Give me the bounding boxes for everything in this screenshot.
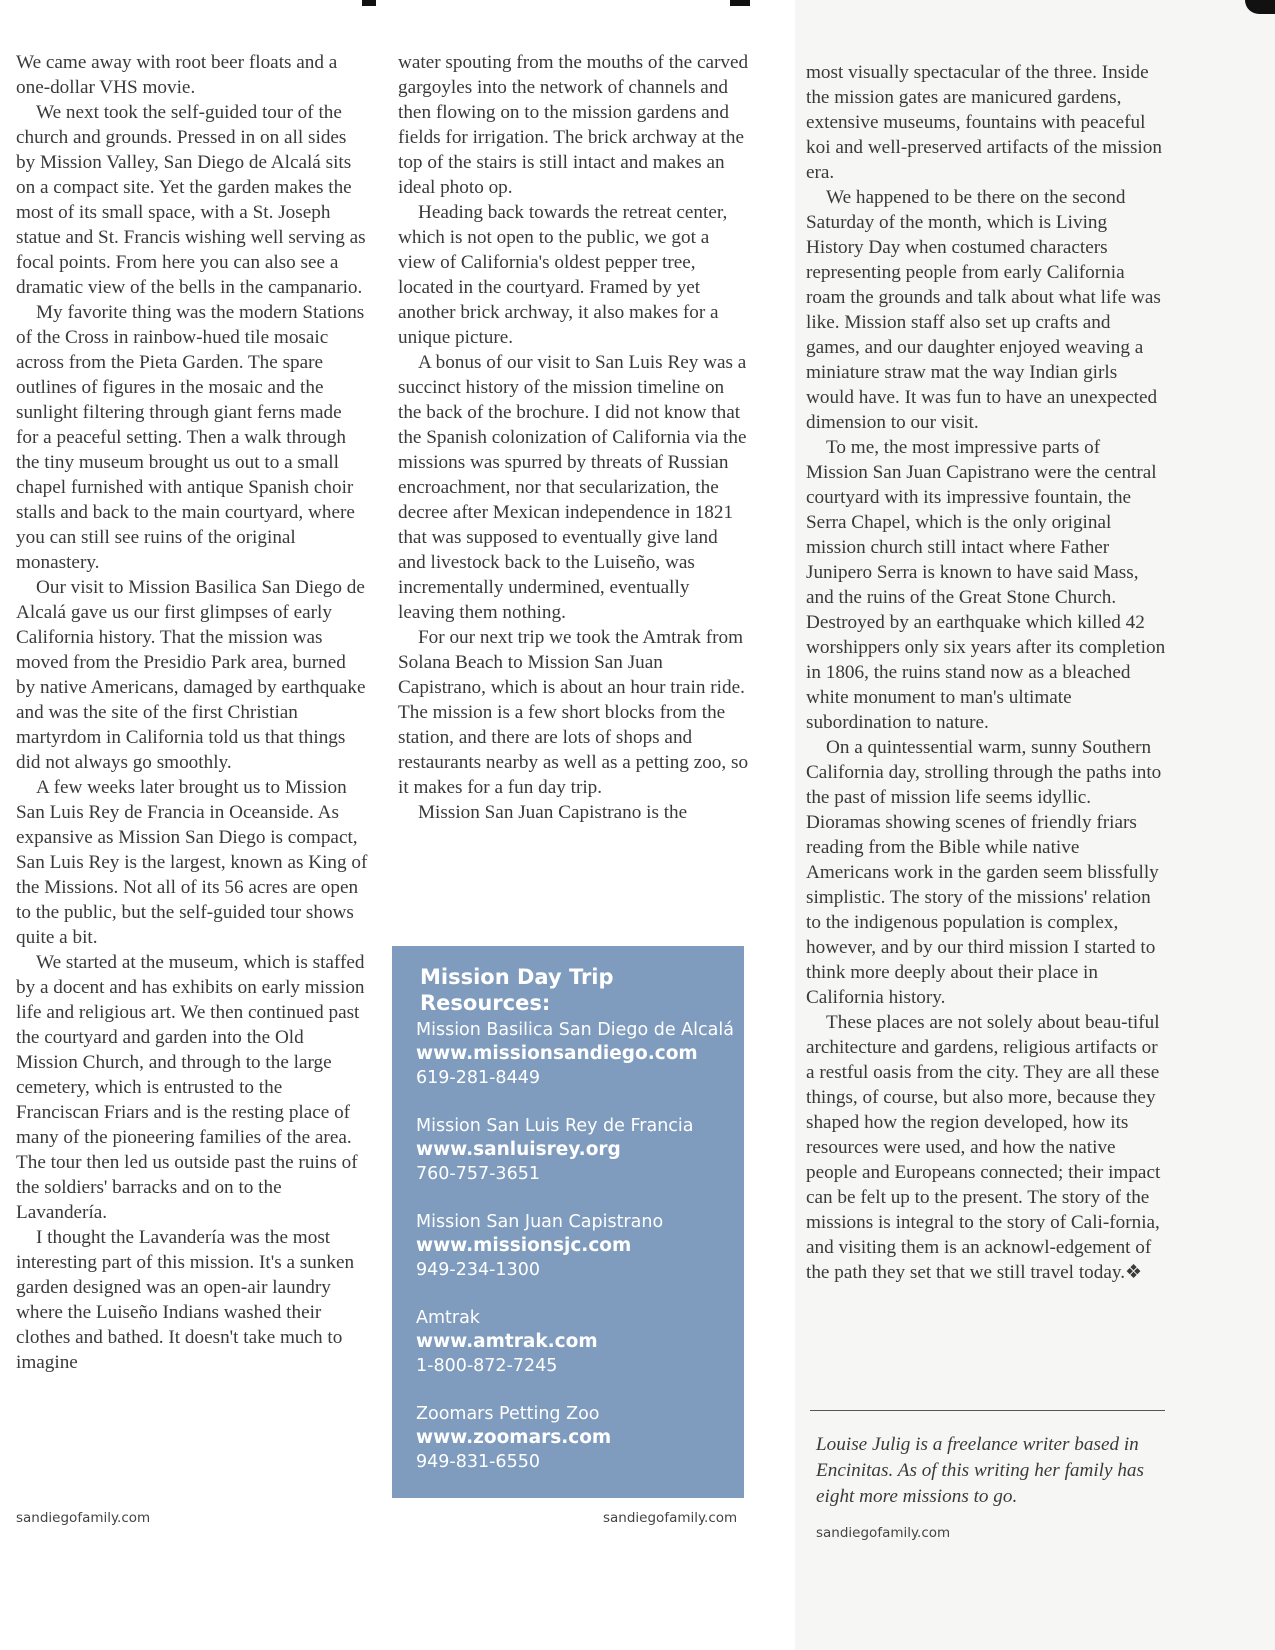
resource-phone: 949-831-6550	[416, 1452, 540, 1472]
paragraph: Heading back towards the retreat center, which is not open to the public, we got a view of California's oldest pepper tree, located in the courtyard. Framed by yet another brick archway, it also makes for a unique picture.	[398, 202, 728, 348]
paragraph: A few weeks later brought us to Mission San Luis Rey de Francia in Oceanside. As expansive as Mission San Diego is compact, San Luis Rey is the largest, known as King of the Missions. Not all of its 56 acres are open to the public, but the self-guided tour shows quite a bit.	[16, 777, 368, 948]
resource-phone: 1-800-872-7245	[416, 1356, 558, 1376]
resource-name: Mission San Luis Rey de Francia	[416, 1116, 694, 1136]
author-bio: Louise Julig is a freelance writer based in Encinitas. As of this writing her family has eight more missions to go.	[816, 1434, 1144, 1507]
paragraph: We next took the self-guided tour of the church and grounds. Pressed in on all sides by Mission Valley, San Diego de Alcalá sits on a compact site. Yet the garden makes the most of its small space, with a St. Joseph statue and St. Francis wishing well serving as focal points. From here you can also see a dramatic view of the bells in the campanario.	[16, 102, 366, 298]
crop-mark-left	[362, 0, 376, 6]
resource-phone: 760-757-3651	[416, 1164, 540, 1184]
paragraph: My favorite thing was the modern Stations of the Cross in rainbow-hued tile mosaic across from the Pieta Garden. The spare outlines of figures in the mosaic and the sunlight filtering through giant ferns made for a peaceful setting. Then a walk through the tiny museum brought us out to a small chapel furnished with antique Spanish choir stalls and back to the main courtyard, where you can still see ruins of the original monastery.	[16, 302, 365, 573]
paragraph: A bonus of our visit to San Luis Rey was a succinct history of the mission timeline on the back of the brochure. I did not know that the Spanish colonization of California via the missions was spurred by threats of Russian encroachment, nor that secularization, the decree after Mexican independence in 1821 that was supposed to eventually give land and livestock back to the Luiseño, was incrementally undermined, eventually leaving them nothing.	[398, 352, 747, 623]
resource-name: Amtrak	[416, 1308, 480, 1328]
paragraph: most visually spectacular of the three. Inside the mission gates are manicured gardens, extensive museums, fountains with peaceful koi and well-preserved artifacts of the mission era.	[806, 62, 1162, 183]
paragraph: I thought the Lavandería was the most interesting part of this mission. It's a sunken garden designed was an open-air laundry where the Luiseño Indians washed their clothes and bathed. It doesn't take much to imagine	[16, 1227, 355, 1373]
resource-url[interactable]: www.amtrak.com	[416, 1331, 598, 1352]
resource-entry	[392, 1114, 744, 1186]
resource-url[interactable]: www.zoomars.com	[416, 1427, 612, 1448]
resource-phone: 619-281-8449	[416, 1068, 540, 1088]
footer-url-center: sandiegofamily.com	[603, 1510, 738, 1526]
resource-entry	[392, 1018, 744, 1090]
paragraph: We happened to be there on the second Saturday of the month, which is Living History Day when costumed characters representing people from early California roam the grounds and talk about what life was like. Mission staff also set up crafts and games, and our daughter enjoyed weaving a miniature straw mat the way Indian girls would have. It was fun to have an unexpected dimension to our visit.	[806, 187, 1161, 433]
paragraph: Mission San Juan Capistrano is the	[418, 802, 688, 823]
paragraph: For our next trip we took the Amtrak from Solana Beach to Mission San Juan Capistrano, which is about an hour train ride. The mission is a few short blocks from the station, and there are lots of shops and restaurants nearby as well as a petting zoo, so it makes for a fun day trip.	[398, 627, 749, 798]
resource-name: Zoomars Petting Zoo	[416, 1404, 600, 1424]
footer-url-left: sandiegofamily.com	[16, 1510, 151, 1526]
bio-divider	[810, 1410, 1165, 1411]
sidebar-title: Mission Day Trip Resources:	[420, 965, 614, 1015]
paragraph: water spouting from the mouths of the carved gargoyles into the network of channels and then flowing on to the mission gardens and fields for irrigation. The brick archway at the top of the stairs is still intact and makes an ideal photo op.	[398, 52, 749, 198]
paragraph: We started at the museum, which is staffed by a docent and has exhibits on early mission life and religious art. We then continued past the courtyard and garden into the Old Mission Church, and through to the large cemetery, which is entrusted to the Franciscan Friars and is the resting place of many of the pioneering families of the area. The tour then led us outside past the ruins of the soldiers' barracks and on to the Lavandería.	[16, 952, 365, 1223]
paragraph: Our visit to Mission Basilica San Diego de Alcalá gave us our first glimpses of early California history. That the mission was moved from the Presidio Park area, burned by native Americans, damaged by earthquake and was the site of the first Christian martyrdom in California told us that things did not always go smoothly.	[16, 577, 366, 773]
resource-entry	[392, 1210, 744, 1282]
resource-name: Mission San Juan Capistrano	[416, 1212, 664, 1232]
paragraph: These places are not solely about beau-tiful architecture and gardens, religious artifacts or a restful oasis from the city. They are all these things, of course, but also more, because they shaped how the region developed, how its resources were used, and how the native people and Europeans connected; their impact can be felt up to the present. The story of the missions is integral to the story of Cali-fornia, and visiting them is an acknowl-edgement of the path they set that we still travel today.❖	[806, 1012, 1161, 1283]
resource-entry	[392, 1402, 744, 1474]
resource-phone: 949-234-1300	[416, 1260, 540, 1280]
crop-mark-right	[730, 0, 750, 6]
paragraph: On a quintessential warm, sunny Southern California day, strolling through the paths into the past of mission life seems idyllic. Dioramas showing scenes of friendly friars reading from the Bible while native Americans work in the garden seem blissfully simplistic. The story of the missions' relation to the indigenous population is complex, however, and by our third mission I started to think more deeply about their place in California history.	[806, 737, 1162, 1008]
resource-url[interactable]: www.missionsandiego.com	[416, 1043, 698, 1064]
resource-url[interactable]: www.sanluisrey.org	[416, 1139, 621, 1160]
resource-url[interactable]: www.missionsjc.com	[416, 1235, 632, 1256]
article-column-3	[806, 60, 1166, 1285]
article-column-2	[398, 50, 750, 825]
footer-url-right: sandiegofamily.com	[816, 1525, 951, 1541]
paragraph: To me, the most impressive parts of Mission San Juan Capistrano were the central courtyard with its impressive fountain, the Serra Chapel, which is the only original mission church still intact where Father Junipero Serra is known to have said Mass, and the ruins of the Great Stone Church. Destroyed by an earthquake which killed 42 worshippers only six years after its completion in 1806, the ruins stand now as a bleached white monument to man's ultimate subordination to nature.	[806, 437, 1166, 733]
resource-entry	[392, 1306, 744, 1378]
resources-sidebar	[392, 946, 744, 1498]
article-column-1	[16, 50, 368, 1375]
paragraph: We came away with root beer floats and a one-dollar VHS movie.	[16, 52, 338, 98]
resource-name: Mission Basilica San Diego de Alcalá	[416, 1020, 734, 1040]
